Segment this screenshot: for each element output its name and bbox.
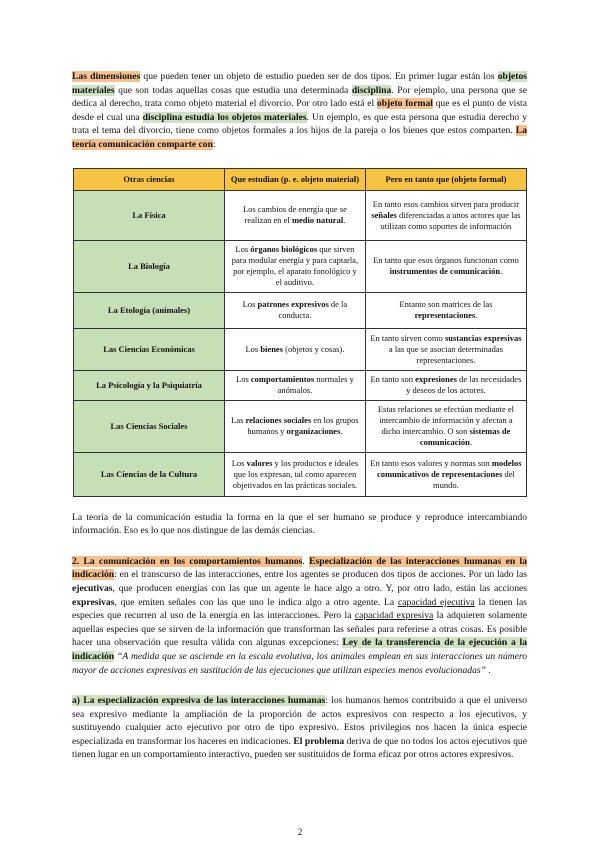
section-2-subheading: Especialización de las interacciones humanas en la indicación (72, 555, 528, 581)
term-objetos-materiales: objetos materiales (72, 71, 528, 96)
cell-material: Los bienes (objetos y cosas). (225, 328, 366, 370)
table-row (74, 292, 527, 328)
sciences-table (73, 168, 527, 497)
cell-material: Las relaciones sociales en los grupos humanos y organizaciones. (225, 400, 366, 452)
table-row (74, 190, 527, 240)
section-2-paragraph: 2. La comunicación en los comportamientos humanos. Especialización de las interacciones humanas en la indicación: en el transcurso de las interacciones, entre los agentes se producen dos tipos de acciones. Por un lado las ejecutivas, que producen energías con las que un agente le hace algo a otro. Y, por otro lado, están las acciones expresivas, que emiten señales con las que uno le indica algo a otro agente. La capacidad ejecutiva la tienen las especies que recurren al uso de la energía en las interacciones. Pero la capacidad expresiva la adquieren solamente aquellas especies que se sirven de la información que transforman las señales para referirse a otras cosas. Es posible hacer una observación que resulta válida con algunas excepciones: Ley de la transferencia de la ejecución a la indicación “A medida que se asciende en la escala evolutiva, los animales emplean en sus interacciones un número mayor de acciones expresivas en sustitución de las ejecuciones que utilizan especies menos evolucionadas” . (72, 555, 528, 676)
cell-science: Las Ciencias Económicas (74, 328, 225, 370)
cell-formal: En tanto sirven como sustancias expresivas a las que se asocian determinadas representaciones. (365, 328, 526, 370)
header-otras-ciencias: Otras ciencias (74, 168, 225, 190)
quote-ley: “A medida que se asciende en la escala evolutiva, los animales emplean en sus interacciones un número mayor de acciones expresivas en sustitución de las ejecuciones que utilizan especies menos evolucionadas” (72, 650, 527, 676)
section-a-paragraph: a) La especialización expresiva de las interacciones humanas: los humanos hemos contribuido a que el universo sea expresivo mediante la ampliación de la proporción de actos expresivos con respecto a los ejecutivos, y sustituyendo cualquier acto ejecutivo por otro de tipo expresivo. Estos privilegios nos hacen la única especie especializada en transformar los haceres en indicaciones. El problema deriva de que no todos los actos ejecutivos que tienen lugar en un comportamiento interactivo, pueden ser sustituidos de forma eficaz por otros actores expresivos. (72, 695, 527, 761)
cell-science: Las Ciencias de la Cultura (74, 452, 225, 496)
cell-formal: En tanto esos valores y normas son modelos comunicativos de representaciones del mundo. (365, 452, 526, 496)
cell-material: Los cambios de energía que se realizan en el medio natural. (225, 190, 366, 240)
cell-science: La Psicología y la Psiquiatría (74, 370, 225, 400)
cell-material: Los órganos biológicos que sirven para modular energía y para captarla, por ejemplo, el aparato fonológico y el auditivo. (225, 240, 366, 292)
cell-formal: En tanto que esos órganos funcionan como instrumentos de comunicación. (365, 240, 526, 292)
term-el-problema: El problema (293, 735, 345, 747)
cell-material: Los valores y los productos e ideales que los expresan, tal como aparecen objetivados en las prácticas sociales. (225, 452, 366, 496)
term-ley-transferencia: Ley de la transferencia de la ejecución a la indicación (72, 637, 528, 662)
cell-science: La Biología (74, 240, 225, 292)
term-disciplina: disciplina (351, 84, 392, 96)
section-a-heading: a) La especialización expresiva de las interacciones humanas (72, 695, 326, 707)
cell-science: Las Ciencias Sociales (74, 400, 225, 452)
term-disciplina-estudia: disciplina estudia los objetos materiales (142, 111, 307, 123)
table-row (74, 240, 527, 292)
table-row (74, 328, 527, 370)
page-number: 2 (297, 827, 303, 837)
cell-material: Los patrones expresivos de la conducta. (225, 292, 366, 328)
table-row (74, 452, 527, 496)
intro-paragraph: Las dimensiones que pueden tener un objeto de estudio pueden ser de dos tipos. En primer lugar están los objetos materiales que son todas aquellas cosas que estudia una determinada disciplina. Por ejemplo, una persona que se dedica al derecho, trata como objeto material el divorcio. Por otro lado está el objeto formal que es el punto de vista desde el cual una disciplina estudia los objetos materiales. Un ejemplo, es que esta persona que estudia derecho y trata el tema del divorcio, tiene como objetos formales a los hijos de la pareja o los bienes que estos comparten. La teoría comunicación comparte con: (72, 71, 528, 150)
term-dimensiones: Las dimensiones (72, 71, 141, 82)
header-objeto-material: Que estudian (p. e. objeto material) (225, 168, 366, 190)
cell-formal: Estas relaciones se efectúan mediante el intercambio de información y afectan a dicho intercambio. O son sistemas de comunicación. (365, 400, 526, 452)
cell-science: La Física (74, 190, 225, 240)
table-row (74, 400, 527, 452)
table-row (74, 370, 527, 400)
cell-formal: En tanto esos cambios sirven para producir señales diferenciadas a unos actores que las utilizan como soportes de información (365, 190, 526, 240)
header-objeto-formal: Pero en tanto que (objeto formal) (365, 168, 526, 190)
cell-material: Los comportamientos normales y anómalos. (225, 370, 366, 400)
term-teoria-comparte: La teoría comunicación comparte con (72, 125, 527, 150)
section-2-heading: 2. La comunicación en los comportamientos humanos (72, 555, 303, 567)
after-table-paragraph: La teoría de la comunicación estudia la forma en la que el ser humano se produce y reproduce intercambiando información. Eso es lo que nos distingue de las demás ciencias. (72, 511, 527, 537)
table-header-row (74, 168, 527, 190)
cell-science: La Etología (animales) (74, 292, 225, 328)
cell-formal: En tanto son expresiones de las necesidades y deseos de los actores. (365, 370, 526, 400)
term-objeto-formal: objeto formal (376, 98, 433, 110)
document-page (72, 70, 527, 762)
cell-formal: Entanto son matrices de las representaciones. (365, 292, 526, 328)
